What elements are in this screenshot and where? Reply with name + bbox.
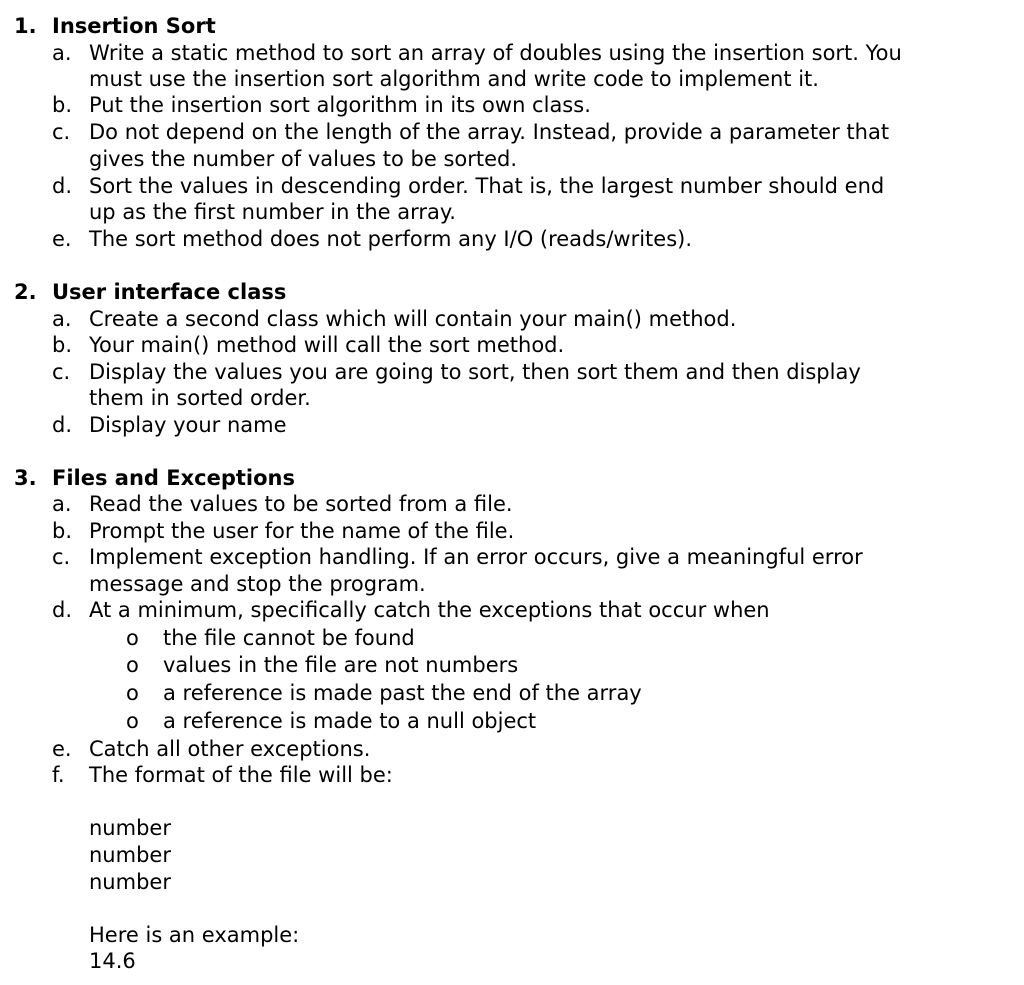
bullet-marker: o <box>126 709 139 733</box>
item-letter: e. <box>52 737 72 761</box>
document-page: 1. Insertion Sort a. Write a static method to sort an array of doubles using the insertion sort. You must use the insertion sort algorithm and write code to implement it. b. Put the insertion sort algorithm in its own class. c. Do not depend on the length of the array. Instead, provide a parameter that gives the number of values to be sorted. d. Sort the values in descending order. That is, the largest number should end up as the first number in the array. e. The sort method does not perform any I/O (reads/writes). 2. User interface class a. Create a second class which will contain your main() method. b. Your main() method will call the sort method. c. Display the values you are going to sort, then sort them and then display them in sorted order. d. Display your name 3. Files and Exceptions a. Read the values to be sorted from a file. b. Prompt the user for the name of the file. c. Implement exception handling. If an error occurs, give a meaningful error message and stop the program. d. At a minimum, specifically catch the exceptions that occur when o the file cannot be found o values in the file are not numbers o a reference is made past the end of the array o a reference is made to a null object e. Catch all other exceptions. f. The format of the file will be: number number number Here is an example: 14.6 <box>14 14 902 973</box>
bullet-marker: o <box>126 681 139 705</box>
item-text: them in sorted order. <box>89 386 311 410</box>
bullet-text: values in the file are not numbers <box>163 653 519 677</box>
item-text: Read the values to be sorted from a file. <box>89 492 513 516</box>
item-text: At a minimum, specifically catch the exceptions that occur when <box>89 598 770 622</box>
item-letter: d. <box>52 413 73 437</box>
bullet-text: the file cannot be found <box>163 626 415 650</box>
item-letter: b. <box>52 93 73 117</box>
item-letter: d. <box>52 598 73 622</box>
item-letter: d. <box>52 174 73 198</box>
item-text: Catch all other exceptions. <box>89 737 371 761</box>
item-text: Prompt the user for the name of the file. <box>89 519 515 543</box>
item-text: Implement exception handling. If an error occurs, give a meaningful error <box>89 545 863 569</box>
item-text: The format of the file will be: <box>89 763 393 787</box>
item-text: must use the insertion sort algorithm and write code to implement it. <box>89 67 819 91</box>
section-title: Files and Exceptions <box>52 466 295 490</box>
item-letter: a. <box>52 307 72 331</box>
item-text: The sort method does not perform any I/O (reads/writes). <box>89 227 693 251</box>
item-text: Put the insertion sort algorithm in its own class. <box>89 93 591 117</box>
section-number: 3. <box>14 466 37 490</box>
item-text: Do not depend on the length of the array. Instead, provide a parameter that <box>89 120 890 144</box>
item-text: Your main() method will call the sort method. <box>89 333 565 357</box>
item-letter: b. <box>52 333 73 357</box>
item-letter: e. <box>52 227 72 251</box>
item-text: message and stop the program. <box>89 572 426 596</box>
item-letter: f. <box>52 763 65 787</box>
item-letter: c. <box>52 360 71 384</box>
item-letter: a. <box>52 492 72 516</box>
item-letter: c. <box>52 545 71 569</box>
item-text: Create a second class which will contain your main() method. <box>89 307 737 331</box>
item-text: Display the values you are going to sort, then sort them and then display <box>89 360 861 384</box>
bullet-marker: o <box>126 653 139 677</box>
section-number: 1. <box>14 14 37 38</box>
item-text: Write a static method to sort an array of doubles using the insertion sort. You <box>89 41 902 65</box>
section-title: Insertion Sort <box>52 14 216 38</box>
item-text: Sort the values in descending order. That is, the largest number should end <box>89 174 885 198</box>
section-title: User interface class <box>52 280 287 304</box>
bullet-text: a reference is made past the end of the array <box>163 681 642 705</box>
bullet-text: a reference is made to a null object <box>163 709 537 733</box>
item-letter: b. <box>52 519 73 543</box>
item-text: up as the first number in the array. <box>89 200 456 224</box>
item-text: Display your name <box>89 413 287 437</box>
item-letter: c. <box>52 120 71 144</box>
section-number: 2. <box>14 280 37 304</box>
item-text: gives the number of values to be sorted. <box>89 147 518 171</box>
item-letter: a. <box>52 41 72 65</box>
bullet-marker: o <box>126 626 139 650</box>
